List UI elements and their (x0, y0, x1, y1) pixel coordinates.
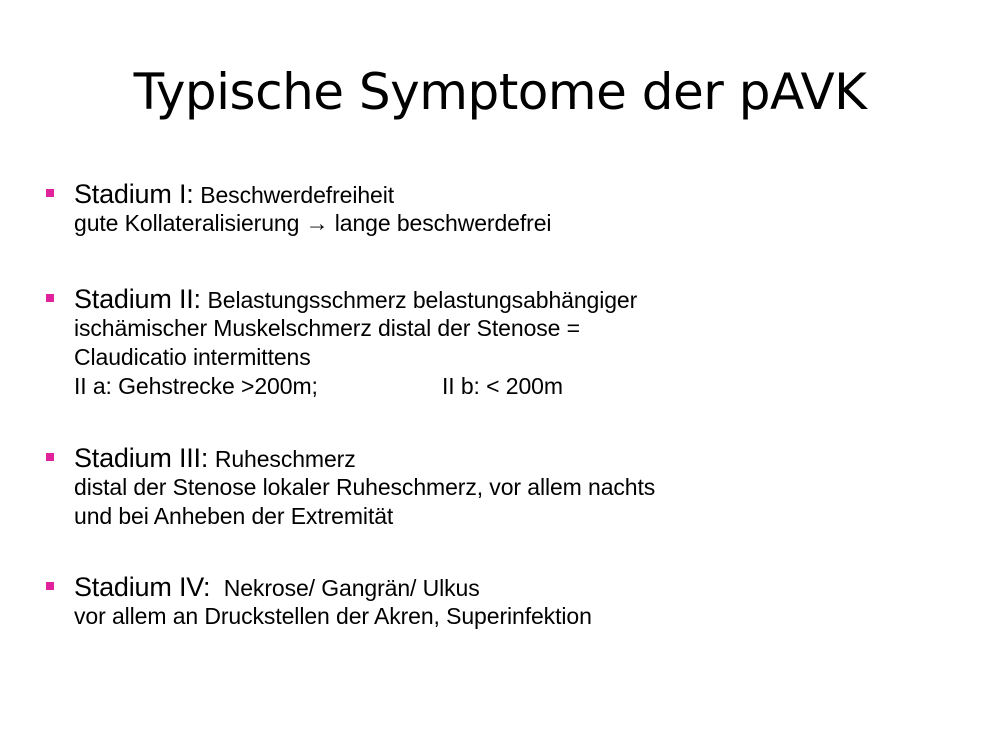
stage-1-summary: Beschwerdefreiheit (200, 182, 395, 208)
stage-4-summary: Nekrose/ Gangrän/ Ulkus (223, 575, 480, 601)
stage-2a-distance: II a: Gehstrecke >200m; (74, 373, 318, 399)
stage-3-heading (74, 444, 655, 473)
stage-4-heading (74, 573, 592, 602)
stage-4-label: Stadium IV: (74, 572, 211, 602)
stage-2-line-2: Claudicatio intermittens (74, 344, 311, 370)
stage-2-line-1: ischämischer Muskelschmerz distal der Stenose = (74, 315, 580, 341)
stage-1-label: Stadium I: (74, 179, 194, 209)
stage-3-line-2: und bei Anheben der Extremität (74, 503, 394, 529)
stage-4-line-1: vor allem an Druckstellen der Akren, Superinfektion (74, 603, 592, 629)
slide-title: Typische Symptome der pAVK (133, 63, 867, 121)
stage-2-heading (74, 285, 637, 314)
bullet-square-icon (46, 582, 54, 590)
bullet-square-icon (46, 453, 54, 461)
stage-1-heading (74, 180, 551, 209)
stage-3-summary: Ruheschmerz (214, 446, 356, 472)
stage-1-line-1: gute Kollateralisierung → lange beschwerdefrei (74, 210, 552, 236)
stage-3-line-1: distal der Stenose lokaler Ruheschmerz, vor allem nachts (74, 474, 656, 500)
stage-3-content (74, 444, 655, 531)
bullet-square-icon (46, 189, 54, 197)
stage-2-content (74, 285, 637, 401)
stage-4-content (74, 573, 592, 631)
stage-3-label: Stadium III: (74, 443, 209, 473)
stage-2b-distance: II b: < 200m (442, 373, 563, 399)
stage-1-content (74, 180, 551, 238)
bullet-square-icon (46, 294, 54, 302)
stage-2-summary: Belastungsschmerz belastungsabhängiger (207, 287, 638, 313)
stage-2-label: Stadium II: (74, 284, 201, 314)
stage-2-walking-distance (74, 372, 637, 401)
